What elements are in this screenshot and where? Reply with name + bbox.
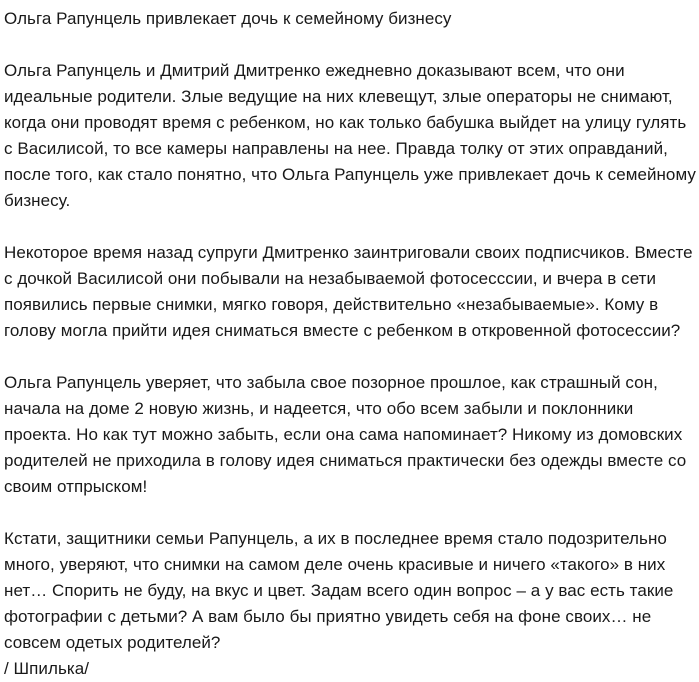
article-paragraph: Ольга Рапунцель и Дмитрий Дмитренко ежедневно доказывают всем, что они идеальные родители. Злые ведущие на них клевещут, злые операторы не снимают, когда они проводят время с ребенком, но как только бабушка выйдет на улицу гулять с Василисой, то все камеры направлены на нее. Правда толку от этих оправданий, после того, как стало понятно, что Ольга Рапунцель уже привлекает дочь к семейному бизнесу. <box>4 61 696 210</box>
article-paragraph: Ольга Рапунцель уверяет, что забыла свое позорное прошлое, как страшный сон, начала на доме 2 новую жизнь, и надеется, что обо всем забыли и поклонники проекта. Но как тут можно забыть, если она сама напоминает? Никому из домовских родителей не приходила в голову идея сниматься практически без одежды вместе со своим отпрыском! <box>4 373 687 496</box>
article-headline: Ольга Рапунцель привлекает дочь к семейному бизнесу <box>4 9 452 28</box>
article-paragraph: Некоторое время назад супруги Дмитренко заинтриговали своих подписчиков. Вместе с дочкой Василисой они побывали на незабываемой фотосесссии, и вчера в сети появились первые снимки, мягко говоря, действительно «незабываемые». Кому в голову могла прийти идея сниматься вместе с ребенком в откровенной фотосессии? <box>4 243 693 340</box>
article-signature: / Шпилька/ <box>4 659 89 678</box>
article-paragraph: Кстати, защитники семьи Рапунцель, а их в последнее время стало подозрительно много, уверяют, что снимки на самом деле очень красивые и ничего «такого» в них нет… Спорить не буду, на вкус и цвет. Задам всего один вопрос – а у вас есть такие фотографии с детьми? А вам было бы приятно увидеть себя на фоне своих… не совсем одетых родителей? <box>4 529 674 652</box>
